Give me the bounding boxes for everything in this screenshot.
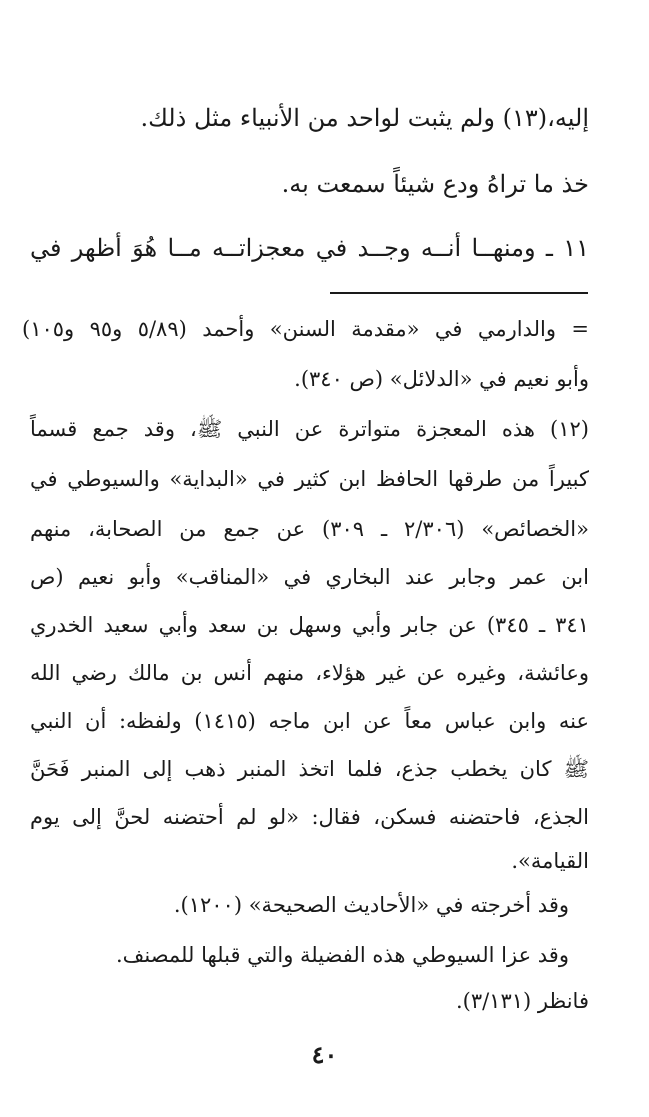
footnote-line-15: فانظر (٣/١٣١). (455, 989, 589, 1013)
footnote-line-9: عنه وابن عباس معاً عن ابن ماجه (١٤١٥) ولفظه: أن النبي (30, 709, 589, 733)
footnote-line-4: كبيراً من طرقها الحافظ ابن كثير في «البداية» والسيوطي في (30, 467, 589, 491)
footnote-line-13: وقد أخرجته في «الأحاديث الصحيحة» (١٢٠٠). (173, 893, 569, 917)
main-text-line-1: إليه،(١٣) ولم يثبت لواحد من الأنبياء مثل ذلك. (140, 104, 589, 132)
footnote-line-10: ﷺ كان يخطب جذع، فلما اتخذ المنبر ذهب إلى المنبر فَحَنَّ (30, 757, 589, 781)
footnote-separator (330, 292, 588, 294)
footnote-line-3: (١٢) هذه المعجزة متواترة عن النبي ﷺ، وقد جمع قسماً (30, 417, 589, 441)
page-number: ٤٠ (311, 1040, 338, 1069)
main-text-line-3: ١١ ـ ومنهــا أنــه وجــد في معجزاتــه مــا هُوَ أظهر في (30, 234, 589, 262)
footnote-line-7: ٣٤١ ـ ٣٤٥) عن جابر وأبي وسهل بن سعد وأبي سعيد الخدري (30, 613, 589, 637)
footnote-line-1: = والدارمي في «مقدمة السنن» وأحمد (٥/٨٩ و٩٥ و١٠٥) (22, 317, 589, 341)
footnote-line-6: ابن عمر وجابر عند البخاري في «المناقب» وأبو نعيم (ص (30, 565, 589, 589)
footnote-line-5: «الخصائص» (٢/٣٠٦ ـ ٣٠٩) عن جمع من الصحابة، منهم (30, 517, 589, 541)
footnote-line-11: الجذع، فاحتضنه فسكن، فقال: «لو لم أحتضنه لحنَّ إلى يوم (30, 805, 589, 829)
main-text-line-2: خذ ما تراهُ ودع شيئاً سمعت به. (281, 170, 589, 198)
footnote-line-8: وعائشة، وغيره عن غير هؤلاء، منهم أنس بن مالك رضي الله (30, 661, 589, 685)
footnote-line-14: وقد عزا السيوطي هذه الفضيلة والتي قبلها للمصنف. (115, 943, 569, 967)
footnote-line-12: القيامة». (511, 849, 589, 873)
footnote-line-2: وأبو نعيم في «الدلائل» (ص ٣٤٠). (294, 367, 589, 391)
